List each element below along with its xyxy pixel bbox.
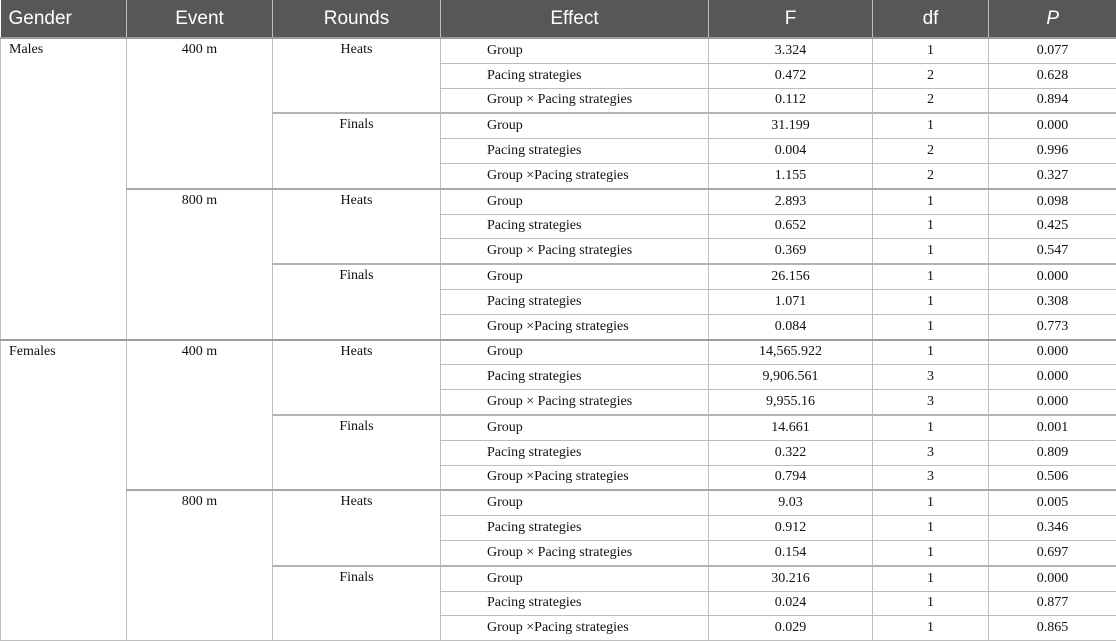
f-value-cell: 14.661 [709,415,873,440]
effect-cell: Pacing strategies [441,440,709,465]
effect-cell: Pacing strategies [441,139,709,164]
p-value-cell: 0.000 [989,264,1116,289]
p-value-cell: 0.996 [989,139,1116,164]
p-value-cell: 0.865 [989,616,1116,641]
df-value-cell: 1 [873,214,989,239]
p-value-cell: 0.877 [989,591,1116,616]
df-value-cell: 1 [873,415,989,440]
f-value-cell: 1.071 [709,289,873,314]
column-header-event: Event [127,0,273,38]
f-value-cell: 0.024 [709,591,873,616]
f-value-cell: 0.154 [709,540,873,565]
p-value-cell: 0.000 [989,340,1116,365]
f-value-cell: 2.893 [709,189,873,214]
event-cell: 800 m [127,189,273,340]
effect-cell: Group × Pacing strategies [441,540,709,565]
p-value-cell: 0.773 [989,314,1116,339]
column-header-p: P [989,0,1116,38]
p-value-cell: 0.001 [989,415,1116,440]
p-value-cell: 0.327 [989,163,1116,188]
p-value-cell: 0.894 [989,88,1116,113]
f-value-cell: 0.322 [709,440,873,465]
df-value-cell: 1 [873,516,989,541]
round-cell: Heats [273,340,441,415]
event-cell: 400 m [127,38,273,189]
column-header-f: F [709,0,873,38]
df-value-cell: 1 [873,490,989,515]
table-row [1,38,1116,63]
p-value-cell: 0.425 [989,214,1116,239]
df-value-cell: 1 [873,264,989,289]
f-value-cell: 3.324 [709,38,873,63]
event-cell: 800 m [127,490,273,640]
round-cell: Heats [273,490,441,565]
df-value-cell: 1 [873,540,989,565]
round-cell: Heats [273,189,441,264]
f-value-cell: 0.004 [709,139,873,164]
effect-cell: Pacing strategies [441,365,709,390]
f-value-cell: 0.369 [709,239,873,264]
df-value-cell: 3 [873,465,989,490]
p-value-cell: 0.809 [989,440,1116,465]
column-header-gender: Gender [1,0,127,38]
effect-cell: Group ×Pacing strategies [441,465,709,490]
df-value-cell: 2 [873,163,989,188]
p-value-cell: 0.077 [989,38,1116,63]
p-value-cell: 0.628 [989,63,1116,88]
table-header [1,0,1116,38]
f-value-cell: 1.155 [709,163,873,188]
round-cell: Heats [273,38,441,113]
effect-cell: Group × Pacing strategies [441,239,709,264]
df-value-cell: 1 [873,289,989,314]
df-value-cell: 1 [873,113,989,138]
effect-cell: Group ×Pacing strategies [441,163,709,188]
effect-cell: Pacing strategies [441,289,709,314]
df-value-cell: 2 [873,88,989,113]
df-value-cell: 1 [873,239,989,264]
effect-cell: Group [441,38,709,63]
round-cell: Finals [273,113,441,188]
df-value-cell: 3 [873,365,989,390]
p-value-cell: 0.000 [989,390,1116,415]
df-value-cell: 2 [873,63,989,88]
effect-cell: Group [441,566,709,591]
column-header-effect: Effect [441,0,709,38]
gender-cell: Females [1,340,127,641]
p-value-cell: 0.308 [989,289,1116,314]
effect-cell: Group ×Pacing strategies [441,616,709,641]
p-value-cell: 0.346 [989,516,1116,541]
round-cell: Finals [273,415,441,490]
gender-cell: Males [1,38,127,340]
round-cell: Finals [273,566,441,641]
effect-cell: Group [441,189,709,214]
effect-cell: Pacing strategies [441,591,709,616]
f-value-cell: 30.216 [709,566,873,591]
df-value-cell: 2 [873,139,989,164]
df-value-cell: 1 [873,189,989,214]
f-value-cell: 14,565.922 [709,340,873,365]
effect-cell: Group × Pacing strategies [441,390,709,415]
df-value-cell: 1 [873,340,989,365]
df-value-cell: 1 [873,566,989,591]
f-value-cell: 31.199 [709,113,873,138]
p-value-cell: 0.697 [989,540,1116,565]
df-value-cell: 3 [873,440,989,465]
p-value-cell: 0.000 [989,566,1116,591]
table-row [1,189,1116,214]
effect-cell: Group [441,490,709,515]
p-value-cell: 0.000 [989,113,1116,138]
event-cell: 400 m [127,340,273,491]
effect-cell: Group [441,264,709,289]
p-value-cell: 0.506 [989,465,1116,490]
p-value-cell: 0.547 [989,239,1116,264]
effect-cell: Group [441,340,709,365]
f-value-cell: 0.112 [709,88,873,113]
header-row [1,0,1116,38]
f-value-cell: 0.472 [709,63,873,88]
effect-cell: Group [441,113,709,138]
df-value-cell: 3 [873,390,989,415]
effect-cell: Pacing strategies [441,63,709,88]
table-row [1,490,1116,515]
df-value-cell: 1 [873,616,989,641]
effect-cell: Group [441,415,709,440]
f-value-cell: 0.912 [709,516,873,541]
df-value-cell: 1 [873,591,989,616]
round-cell: Finals [273,264,441,339]
column-header-rounds: Rounds [273,0,441,38]
f-value-cell: 0.794 [709,465,873,490]
table-body [1,38,1116,641]
p-value-cell: 0.005 [989,490,1116,515]
f-value-cell: 0.084 [709,314,873,339]
table-row [1,340,1116,365]
column-header-df: df [873,0,989,38]
f-value-cell: 26.156 [709,264,873,289]
f-value-cell: 9.03 [709,490,873,515]
p-value-cell: 0.000 [989,365,1116,390]
f-value-cell: 9,906.561 [709,365,873,390]
effect-cell: Pacing strategies [441,214,709,239]
effect-cell: Pacing strategies [441,516,709,541]
df-value-cell: 1 [873,314,989,339]
f-value-cell: 0.652 [709,214,873,239]
f-value-cell: 0.029 [709,616,873,641]
effect-cell: Group × Pacing strategies [441,88,709,113]
f-value-cell: 9,955.16 [709,390,873,415]
df-value-cell: 1 [873,38,989,63]
p-value-cell: 0.098 [989,189,1116,214]
effect-cell: Group ×Pacing strategies [441,314,709,339]
